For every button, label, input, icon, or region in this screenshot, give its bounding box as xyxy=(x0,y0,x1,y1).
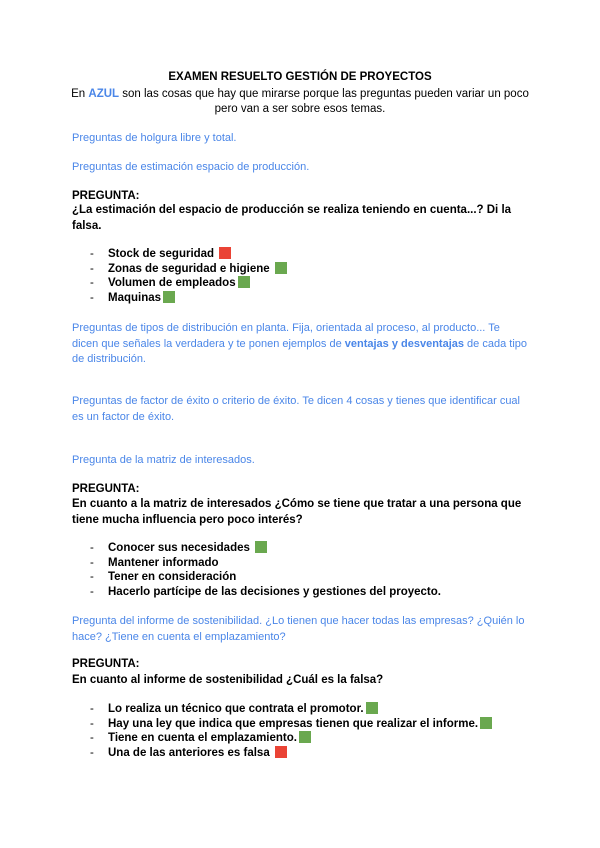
topic-distribucion-before: Preguntas de tipos de distribución en planta. Fija, orientada al proceso, al producto... Te dicen que señales la verdadera y te ponen ejemplos de xyxy=(72,322,500,350)
option-text: Stock de seguridad xyxy=(108,248,218,260)
document-title: EXAMEN RESUELTO GESTIÓN DE PROYECTOS xyxy=(168,71,432,83)
question-3-label: PREGUNTA: xyxy=(72,658,140,670)
question-2-label: PREGUNTA: xyxy=(72,483,140,495)
option-item xyxy=(90,702,530,717)
option-text: Tiene en cuenta el emplazamiento. xyxy=(108,732,297,744)
correct-marker-icon xyxy=(163,291,175,303)
option-item xyxy=(90,585,530,600)
option-text: Zonas de seguridad e higiene xyxy=(108,262,273,275)
option-item xyxy=(90,291,530,306)
intro-prefix: En xyxy=(71,88,89,100)
option-item xyxy=(90,262,530,277)
intro-paragraph xyxy=(70,87,530,117)
question-2-options xyxy=(90,541,530,599)
topic-exito: Preguntas de factor de éxito o criterio de éxito. Te dicen 4 cosas y tienes que identificar cual es un factor de éxito. xyxy=(72,395,520,423)
option-dash: - xyxy=(90,746,94,759)
option-dash: - xyxy=(90,571,94,583)
incorrect-marker-icon xyxy=(219,247,231,259)
option-text: Volumen de empleados xyxy=(108,277,236,289)
correct-marker-icon xyxy=(275,262,287,274)
question-3-text: En cuanto al informe de sostenibilidad ¿Cuál es la falsa? xyxy=(72,674,384,686)
correct-marker-icon xyxy=(366,702,378,714)
option-item xyxy=(90,556,530,571)
option-dash: - xyxy=(90,248,94,260)
topic-distribucion-bold: ventajas y desventajas xyxy=(344,337,464,350)
option-item xyxy=(90,717,530,732)
option-dash: - xyxy=(90,732,94,744)
option-text: Conocer sus necesidades xyxy=(108,542,254,554)
question-2-text: En cuanto a la matriz de interesados ¿Cómo se tiene que tratar a una persona que tiene mucha influencia pero poco interés? xyxy=(72,498,522,526)
option-text: Hacerlo partícipe de las decisiones y gestiones del proyecto. xyxy=(108,585,441,598)
incorrect-marker-icon xyxy=(275,746,287,758)
topic-distribucion xyxy=(72,321,527,368)
correct-marker-icon xyxy=(238,276,250,288)
option-dash: - xyxy=(90,542,94,554)
question-1-text: ¿La estimación del espacio de producción se realiza teniendo en cuenta...? Di la falsa. xyxy=(72,204,512,232)
option-text: Una de las anteriores es falsa xyxy=(108,746,273,759)
question-3-options xyxy=(90,702,530,760)
option-dash: - xyxy=(90,291,94,304)
topic-holgura: Preguntas de holgura libre y total. xyxy=(72,132,237,144)
option-dash: - xyxy=(90,556,94,569)
option-text: Tener en consideración xyxy=(108,571,237,583)
intro-suffix: son las cosas que hay que mirarse porque las preguntas pueden variar un poco pero van a ser sobre esos temas. xyxy=(119,88,529,115)
option-item xyxy=(90,731,530,746)
option-item xyxy=(90,276,530,291)
option-dash: - xyxy=(90,585,94,598)
topic-matriz: Pregunta de la matriz de interesados. xyxy=(72,454,255,466)
question-1-label: PREGUNTA: xyxy=(72,190,140,202)
topic-estimacion: Preguntas de estimación espacio de producción. xyxy=(72,161,310,173)
option-text: Mantener informado xyxy=(108,556,219,569)
option-text: Hay una ley que indica que empresas tienen que realizar el informe. xyxy=(108,717,479,730)
option-item xyxy=(90,541,530,556)
option-dash: - xyxy=(90,277,94,289)
option-item xyxy=(90,247,530,262)
option-dash: - xyxy=(90,262,94,275)
option-item xyxy=(90,746,530,761)
topic-distribucion-after: de cada tipo de distribución. xyxy=(72,337,527,365)
correct-marker-icon xyxy=(299,731,311,743)
question-1-options xyxy=(90,247,530,305)
option-text: Maquinas xyxy=(108,291,162,304)
option-item xyxy=(90,570,530,585)
intro-highlight-azul: AZUL xyxy=(88,88,120,100)
correct-marker-icon xyxy=(255,541,267,553)
topic-sostenibilidad: Pregunta del informe de sostenibilidad. ¿Lo tienen que hacer todas las empresas? ¿Quién lo hace? ¿Tiene en cuenta el emplazamiento? xyxy=(72,615,525,643)
option-dash: - xyxy=(90,717,94,730)
option-text: Lo realiza un técnico que contrata el promotor. xyxy=(108,703,364,715)
option-dash: - xyxy=(90,703,94,715)
correct-marker-icon xyxy=(480,717,492,729)
